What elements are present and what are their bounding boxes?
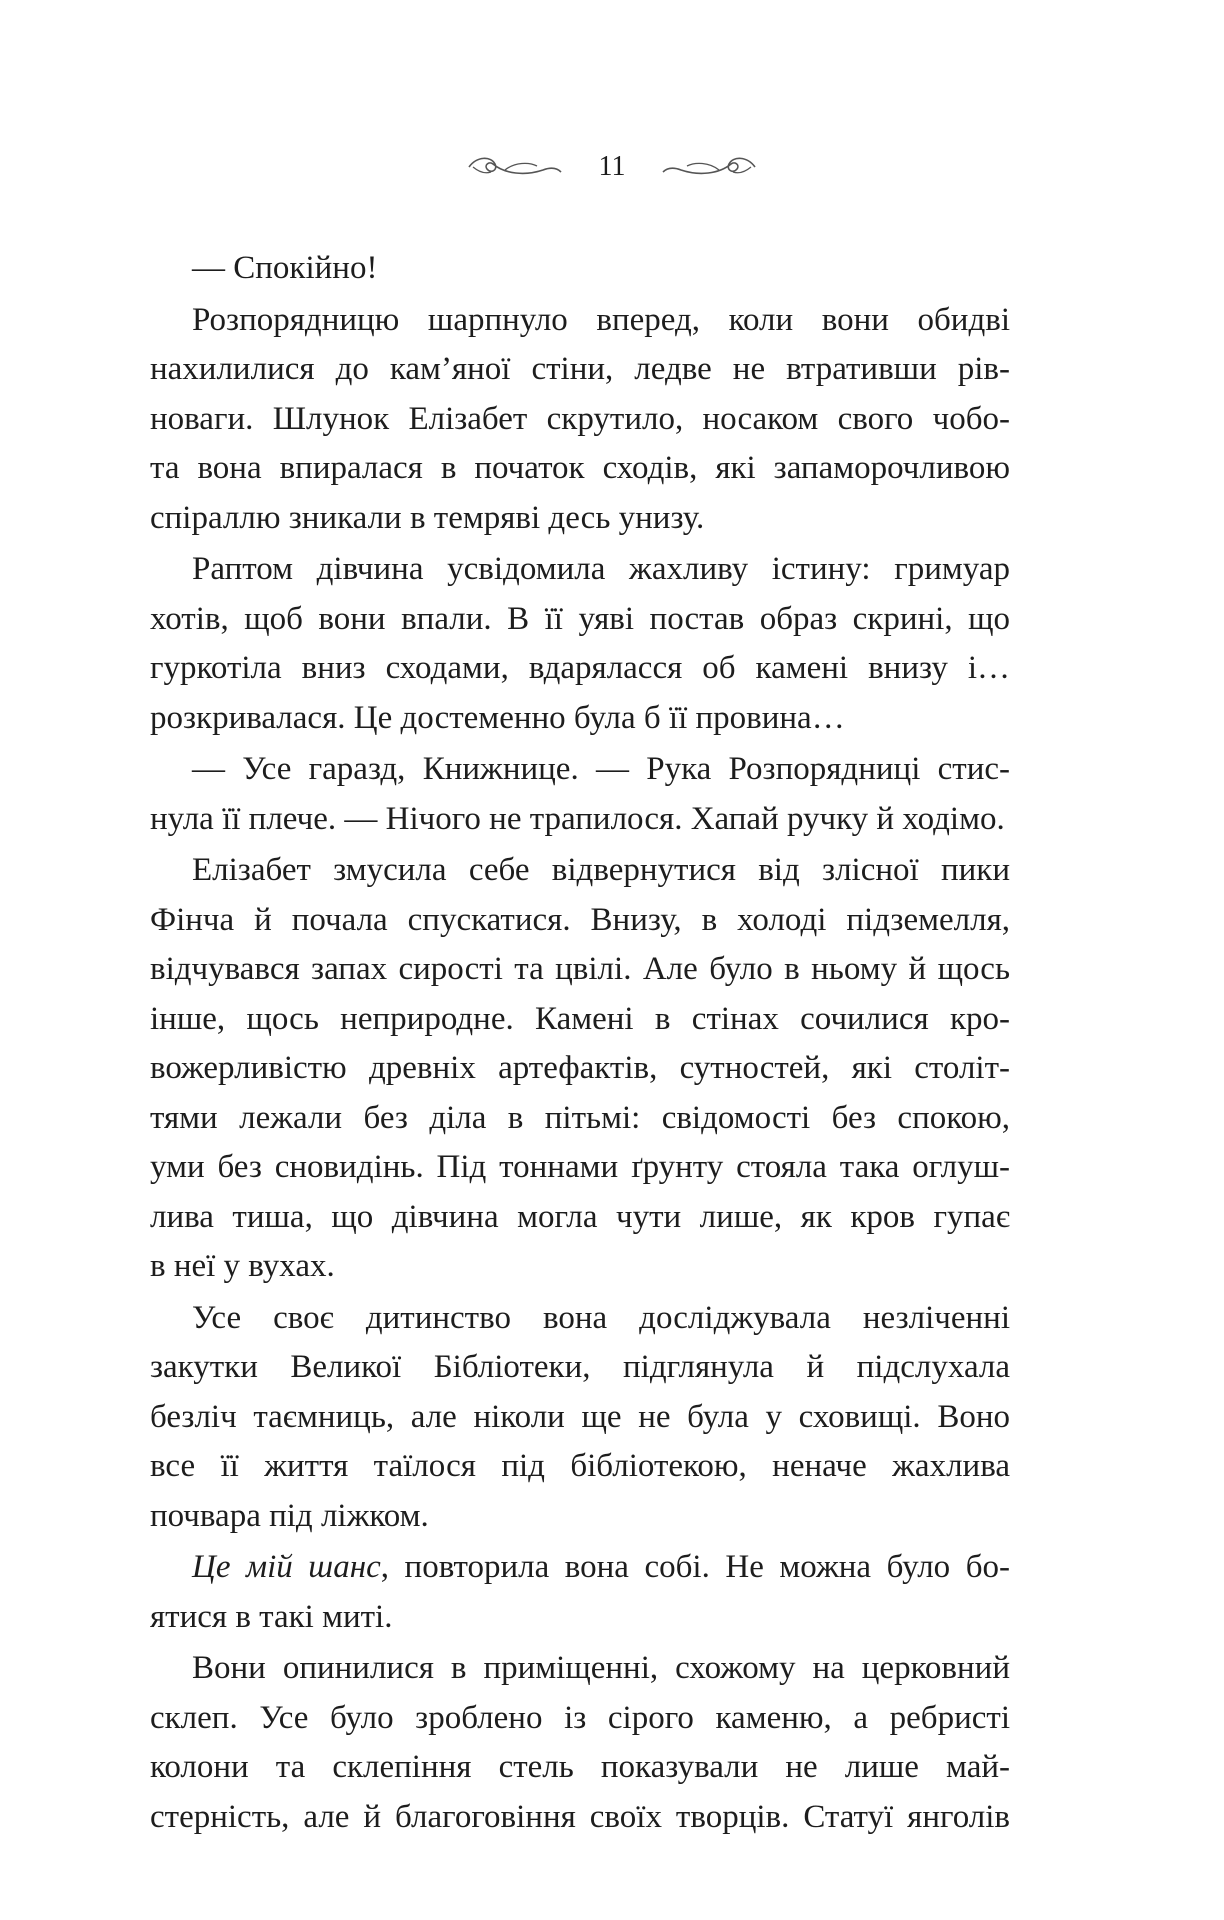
italic-phrase: Це мій шанс [192, 1549, 381, 1585]
text-line: Усе своє дитинство вона досліджувала незліченні [192, 1299, 1010, 1336]
text-line: відчувався запах сирості та цвілі. Але було в ньому й щось [150, 951, 1010, 987]
text-line: спіраллю зникали в темряві десь унизу. [150, 499, 705, 536]
flourish-right-icon [659, 150, 759, 184]
text-line: уми без сновидінь. Під тоннами ґрунту стояла така оглуш- [150, 1149, 1010, 1185]
flourish-left-icon [465, 150, 565, 184]
text-line: колони та склепіння стель показували не лише май- [150, 1749, 1010, 1785]
text-line: — Усе гаразд, Книжнице. — Рука Розпорядниці стис- [192, 751, 1010, 787]
text-line: та вона впиралася в початок сходів, які запаморочливою [150, 450, 1010, 486]
text-line: розкривалася. Це достеменно була б її провина… [150, 699, 845, 736]
text-line: в неї у вухах. [150, 1248, 335, 1284]
page-header [0, 150, 1224, 184]
text-line-rest: , повторила вона собі. Не можна було бо- [380, 1549, 1010, 1585]
text-line: все її життя таїлося під бібліотекою, неначе жахлива [150, 1448, 1010, 1484]
text-line: гуркотіла вниз сходами, вдаряласся об камені внизу і… [150, 650, 1010, 686]
text-line: почвара під ліжком. [150, 1497, 429, 1534]
text-line: — Спокійно! [192, 250, 378, 286]
text-line: закутки Великої Бібліотеки, підглянула й підслухала [150, 1349, 1010, 1385]
page-number: 11 [598, 151, 626, 182]
text-line: Раптом дівчина усвідомила жахливу істину: гримуар [192, 551, 1010, 587]
text-line: інше, щось неприродне. Камені в стінах сочилися кро- [150, 1000, 1010, 1037]
text-line: тями лежали без діла в пітьмі: свідомості без спокою, [150, 1099, 1010, 1136]
text-line: Вони опинилися в приміщенні, схожому на церковний [192, 1650, 1010, 1686]
text-line: лива тиша, що дівчина могла чути лише, як кров гупає [150, 1198, 1010, 1235]
text-line: хотів, щоб вони впали. В її уяві постав образ скрині, що [150, 600, 1010, 637]
text-line: Елізабет змусила себе відвернутися від злісної пики [192, 852, 1010, 888]
text-line: нахилилися до кам’яної стіни, ледве не втративши рів- [150, 351, 1010, 387]
text-line: нула її плече. — Нічого не трапилося. Хапай ручку й ходімо. [150, 800, 1005, 837]
text-line: новаги. Шлунок Елізабет скрутило, носаком свого чобо- [150, 400, 1010, 437]
text-line: Розпорядницю шарпнуло вперед, коли вони обидві [192, 301, 1010, 338]
text-line: ятися в такі миті. [150, 1598, 393, 1635]
body-text [150, 244, 1010, 1842]
text-line: вожерливістю древніх артефактів, сутностей, які століт- [150, 1050, 1010, 1086]
text-line: стерність, але й благоговіння своїх творців. Статуї янголів [150, 1798, 1010, 1835]
text-line [150, 1543, 1010, 1593]
text-line: Фінча й почала спускатися. Внизу, в холоді підземелля, [150, 901, 1010, 938]
text-line: безліч таємниць, але ніколи ще не була у сховищі. Воно [150, 1398, 1010, 1435]
text-line: склеп. Усе було зроблено із сірого каменю, а ребристі [150, 1699, 1010, 1736]
